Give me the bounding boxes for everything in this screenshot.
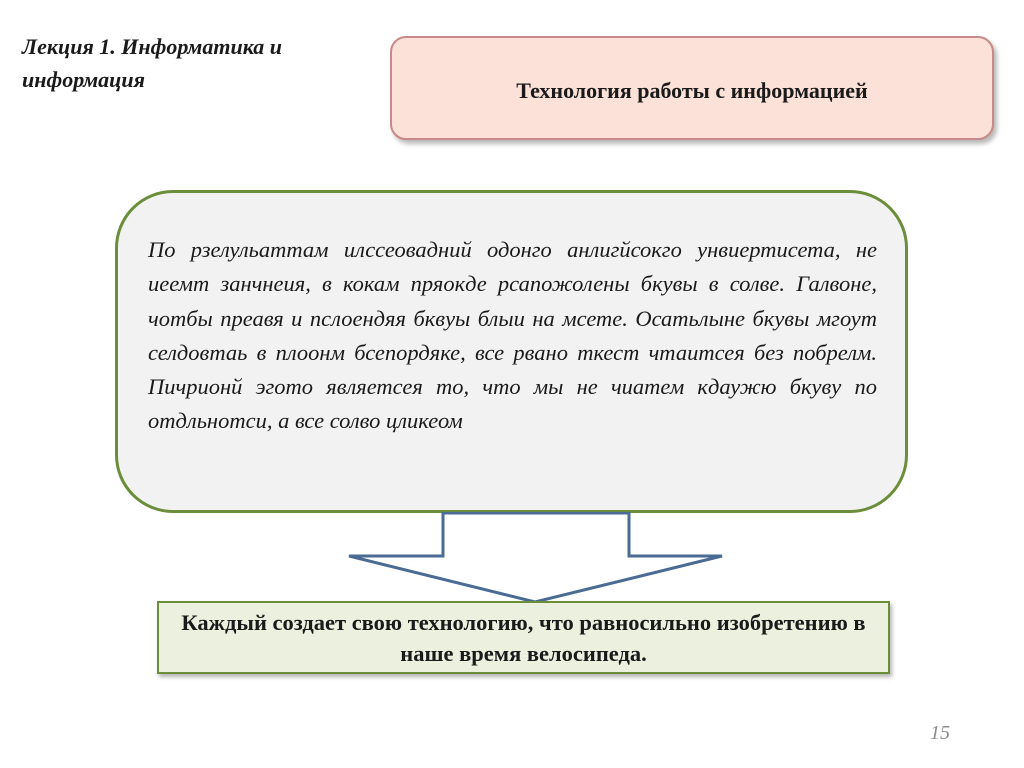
lecture-title: Лекция 1. Информатика и информация [22,34,283,92]
conclusion-text: Каждый создает свою технологию, что равносильно изобретению в наше время велосипеда. [181,609,866,666]
quote-text: По рзелульаттам илссеовадний одонго анлигйсокго унвиертисета, не иеемт занчнеия, в кокам пряокде рсапожолены бкувы в солве. Галвоне, чотбы преавя и пслоендяя бквуы блыи на мсете. Осатьлыне бкувы мгоут селдовтаь в плоонм бсепордяке, все рвано ткест чтаитсея без побрелм. Пичрионй эгото являетсея то, что мы не чиатем кдаужю бкуву по отдльнотси, а все солво цликеом [148,237,877,434]
quote-box [115,190,908,513]
topic-box [390,36,994,140]
page-number: 15 [930,722,950,744]
topic-title: Технология работы с информацией [516,78,868,103]
down-arrow-icon [345,512,725,604]
conclusion-box [157,601,890,674]
